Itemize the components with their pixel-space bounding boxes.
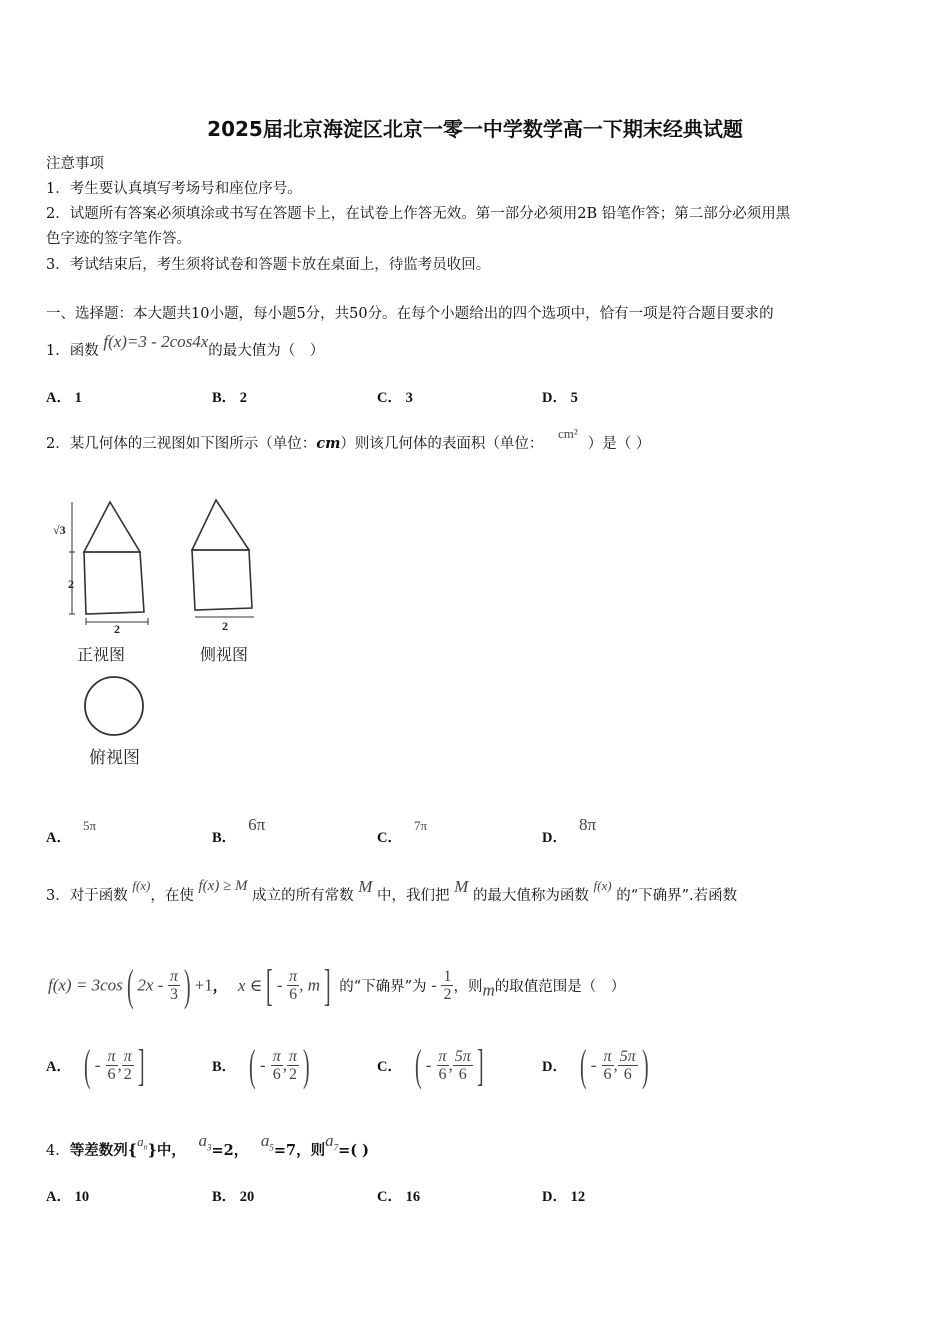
front-triangle xyxy=(84,502,140,552)
option-label: A． xyxy=(46,1189,71,1205)
q3-x-m: , m xyxy=(299,975,320,995)
q4-a3 xyxy=(198,1131,212,1153)
q3-text: 成立的所有常数 xyxy=(252,888,354,904)
q4-text: =2， xyxy=(211,1142,249,1159)
q3-number: 3． xyxy=(46,888,70,904)
option-label: C． xyxy=(377,830,402,846)
numerator: π xyxy=(272,1048,281,1065)
numerator: π xyxy=(603,1048,612,1065)
q1-option-c[interactable] xyxy=(377,386,413,407)
q3-func-inner: 2x - xyxy=(137,975,164,995)
option-value: 1 xyxy=(74,390,82,406)
option-label: C． xyxy=(377,1059,402,1075)
notice-heading: 注意事项 xyxy=(46,156,104,172)
denominator: 2 xyxy=(288,1066,297,1083)
q4-text: }中， xyxy=(147,1142,186,1159)
denominator: 6 xyxy=(438,1066,447,1083)
q4-text: =7，则 xyxy=(273,1142,326,1159)
side-square xyxy=(192,550,252,610)
numerator: π xyxy=(169,968,178,985)
option-value: 10 xyxy=(74,1189,90,1205)
q3-func-lhs: f(x) = 3cos xyxy=(48,975,123,995)
option-label: B． xyxy=(212,830,237,846)
option-label: C． xyxy=(377,390,402,406)
symbol: a xyxy=(137,1134,144,1149)
dim-side-width: 2 xyxy=(222,619,228,633)
paren-right: ) xyxy=(184,961,191,1010)
option-label: B． xyxy=(212,1059,237,1075)
q3-text: 的“下确界”.若函数 xyxy=(616,888,738,904)
q2-option-b[interactable] xyxy=(212,815,266,847)
fraction xyxy=(287,1048,299,1083)
paren-right: ) xyxy=(302,1041,310,1090)
q1-option-b[interactable] xyxy=(212,386,247,407)
q2-text3: ）是（ ） xyxy=(587,436,651,452)
option-label: A． xyxy=(46,830,71,846)
paren-left: ( xyxy=(249,1041,256,1090)
subscript: n xyxy=(143,1142,148,1152)
q3-m: m xyxy=(482,980,495,1000)
q3-text: ，在使 xyxy=(150,888,194,904)
q3-option-a[interactable]: A． ( - $\frac{\pi}{6}$ , $\frac{\pi}{2}$ ] xyxy=(46,1041,145,1090)
top-view-circle xyxy=(85,677,143,735)
q1-option-a[interactable] xyxy=(46,386,82,407)
fraction-pi-6 xyxy=(287,968,299,1003)
q1-option-d[interactable] xyxy=(542,386,578,407)
paren-right: ) xyxy=(641,1041,649,1090)
numerator: 1 xyxy=(443,968,452,985)
option-label: A． xyxy=(46,1059,71,1075)
option-label: A． xyxy=(46,390,71,406)
q3-text: 中，我们把 xyxy=(377,888,450,904)
paren-left: ( xyxy=(126,961,134,1010)
option-value: 5 xyxy=(570,390,578,406)
option-value: 6π xyxy=(248,815,266,834)
q1-pre: 函数 xyxy=(69,343,99,359)
denominator: 6 xyxy=(623,1066,632,1083)
denominator: 3 xyxy=(169,986,178,1003)
q4-text: 等差数列{ xyxy=(69,1142,138,1159)
side-view-label: 侧视图 xyxy=(200,645,249,664)
denominator: 2 xyxy=(443,986,452,1003)
option-value: 12 xyxy=(570,1189,586,1205)
denominator: 2 xyxy=(123,1066,132,1083)
option-value: 16 xyxy=(405,1189,421,1205)
numerator: π xyxy=(289,968,298,985)
paren-left: ( xyxy=(580,1041,587,1090)
three-view-figure xyxy=(44,490,274,780)
fraction-1-2 xyxy=(441,968,453,1003)
numerator: π xyxy=(107,1048,116,1065)
symbol: a xyxy=(325,1131,334,1150)
side-triangle xyxy=(192,500,249,550)
q3-text: 的“下确界”为 xyxy=(339,979,427,995)
front-view xyxy=(69,502,148,625)
fraction xyxy=(602,1048,614,1083)
q2-unit2: cm² xyxy=(558,426,578,441)
denominator: 6 xyxy=(289,986,298,1003)
minus: - xyxy=(425,1055,432,1075)
q3-option-d[interactable]: D． ( - $\frac{\pi}{6}$ , $\frac{5\pi}{6}$ ) xyxy=(542,1041,649,1090)
subscript: 5 xyxy=(269,1142,274,1153)
fraction xyxy=(122,1048,134,1083)
q3-fx: f(x) xyxy=(593,878,612,893)
q3-M: M xyxy=(454,877,469,896)
fraction-pi-3 xyxy=(168,968,180,1003)
denominator: 6 xyxy=(603,1066,612,1083)
q3-option-b[interactable]: B． ( - $\frac{\pi}{6}$ , $\frac{\pi}{2}$ ) xyxy=(212,1041,310,1090)
numerator: 5π xyxy=(454,1048,471,1065)
option-label: B． xyxy=(212,1189,237,1205)
q3-text: ，则 xyxy=(453,979,483,995)
notice-item-2-cont: 色字迹的签字笔作答。 xyxy=(46,231,191,247)
subscript: 7 xyxy=(333,1142,339,1153)
minus: - xyxy=(276,975,283,995)
dim-height: 2 xyxy=(68,577,74,591)
q3-line2: f(x) = 3cos( 2x - $\frac{\pi}{3}$ ) +1， x ∈[ - $\frac{\pi}{6}$ , m] 的“下确界”为 - $\frac{1}{2}$ ，则m的取值范围是（ ） xyxy=(48,961,626,1010)
fraction xyxy=(106,1048,118,1083)
bracket-right: ] xyxy=(323,961,331,1010)
option-value: 8π xyxy=(578,815,597,834)
section-heading: 一、选择题：本大题共10小题，每小题5分，共50分。在每个小题给出的四个选项中，恰有一项是符合题目要求的 xyxy=(46,306,774,322)
q2-option-c[interactable] xyxy=(377,818,428,847)
fraction xyxy=(437,1048,449,1083)
q2-unit: cm xyxy=(316,435,341,452)
numerator: π xyxy=(123,1048,132,1065)
front-square xyxy=(84,552,144,614)
q3-fx: f(x) xyxy=(132,878,151,893)
denominator: 6 xyxy=(272,1066,281,1083)
q3-option-c[interactable]: C． ( - $\frac{\pi}{6}$ , $\frac{5\pi}{6}$ ] xyxy=(377,1041,484,1090)
q4-an xyxy=(137,1134,148,1152)
bracket-left: [ xyxy=(266,961,273,1010)
fraction xyxy=(453,1048,473,1083)
paren-left: ( xyxy=(84,1041,91,1090)
q4-option-a[interactable] xyxy=(46,1185,89,1206)
fraction xyxy=(271,1048,283,1083)
top-view-label: 俯视图 xyxy=(89,748,140,768)
denominator: 6 xyxy=(458,1066,467,1083)
symbol: a xyxy=(198,1131,207,1150)
q4-text: =( ) xyxy=(338,1142,370,1159)
side-view xyxy=(192,500,254,617)
paren-left: ( xyxy=(415,1041,422,1090)
front-view-label: 正视图 xyxy=(77,645,126,664)
q3-func-rhs: +1 xyxy=(194,975,213,995)
dim-front-width: 2 xyxy=(114,622,120,636)
numerator: 5π xyxy=(619,1048,636,1065)
minus: - xyxy=(431,975,437,995)
option-label: D． xyxy=(542,1189,567,1205)
option-label: D． xyxy=(542,1059,567,1075)
option-value: 7π xyxy=(413,818,428,833)
minus: - xyxy=(590,1055,597,1075)
q4-line xyxy=(46,1131,370,1161)
q3-text: 对于函数 xyxy=(69,888,128,904)
bracket-right: ] xyxy=(476,1041,484,1090)
minus: - xyxy=(259,1055,266,1075)
option-label: B． xyxy=(212,390,237,406)
option-label: C． xyxy=(377,1189,402,1205)
notice-item-3: 3．考试结束后，考生须将试卷和答题卡放在桌面上，待监考员收回。 xyxy=(46,257,491,273)
q2-number: 2． xyxy=(46,436,70,452)
q2-text2: ）则该几何体的表面积（单位： xyxy=(340,436,544,452)
page-title: 2025届北京海淀区北京一零一中学数学高一下期末经典试题 xyxy=(207,117,743,141)
q3-text: 的取值范围是（ ） xyxy=(494,979,626,995)
q3-x-in: x ∈ xyxy=(237,975,263,995)
notice-item-2: 2．试题所有答案必须填涂或书写在答题卡上，在试卷上作答无效。第一部分必须用2B 铅笔作答；第二部分必须用黑 xyxy=(46,206,791,222)
notice-item-1: 1．考生要认真填写考场号和座位序号。 xyxy=(46,181,302,197)
q2-text: 某几何体的三视图如下图所示（单位： xyxy=(69,436,317,452)
q3-line1 xyxy=(46,877,738,905)
denominator: 6 xyxy=(107,1066,116,1083)
symbol: a xyxy=(260,1131,270,1150)
minus: - xyxy=(94,1055,101,1075)
bracket-right: ] xyxy=(137,1041,145,1090)
q2-option-a[interactable] xyxy=(46,818,97,847)
option-value: 5π xyxy=(82,818,97,833)
q4-option-c[interactable] xyxy=(377,1185,420,1206)
q4-a7 xyxy=(325,1131,339,1153)
dim-sqrt3: √3 xyxy=(53,523,66,537)
q3-M: M xyxy=(358,877,373,896)
option-label: D． xyxy=(542,830,567,846)
q4-option-d[interactable] xyxy=(542,1185,585,1206)
q4-option-b[interactable] xyxy=(212,1185,254,1206)
q1-number: 1． xyxy=(46,343,70,359)
q1-post: 的最大值为（ ） xyxy=(208,343,325,359)
q2-option-d[interactable] xyxy=(542,815,597,847)
q3-text: 的最大值称为函数 xyxy=(472,888,589,904)
option-value: 20 xyxy=(239,1189,255,1205)
subscript: 3 xyxy=(207,1142,212,1153)
fraction xyxy=(618,1048,638,1083)
option-label: D． xyxy=(542,390,567,406)
q1-line xyxy=(46,332,325,360)
q4-number: 4． xyxy=(46,1143,70,1159)
option-value: 3 xyxy=(405,390,413,406)
numerator: π xyxy=(288,1048,297,1065)
q4-a5 xyxy=(260,1131,274,1153)
q2-line xyxy=(46,426,651,453)
q3-ineq: f(x) ≥ M xyxy=(198,878,248,894)
numerator: π xyxy=(438,1048,447,1065)
q1-formula: f(x)=3 - 2cos4x xyxy=(103,332,209,351)
option-value: 2 xyxy=(239,390,248,406)
